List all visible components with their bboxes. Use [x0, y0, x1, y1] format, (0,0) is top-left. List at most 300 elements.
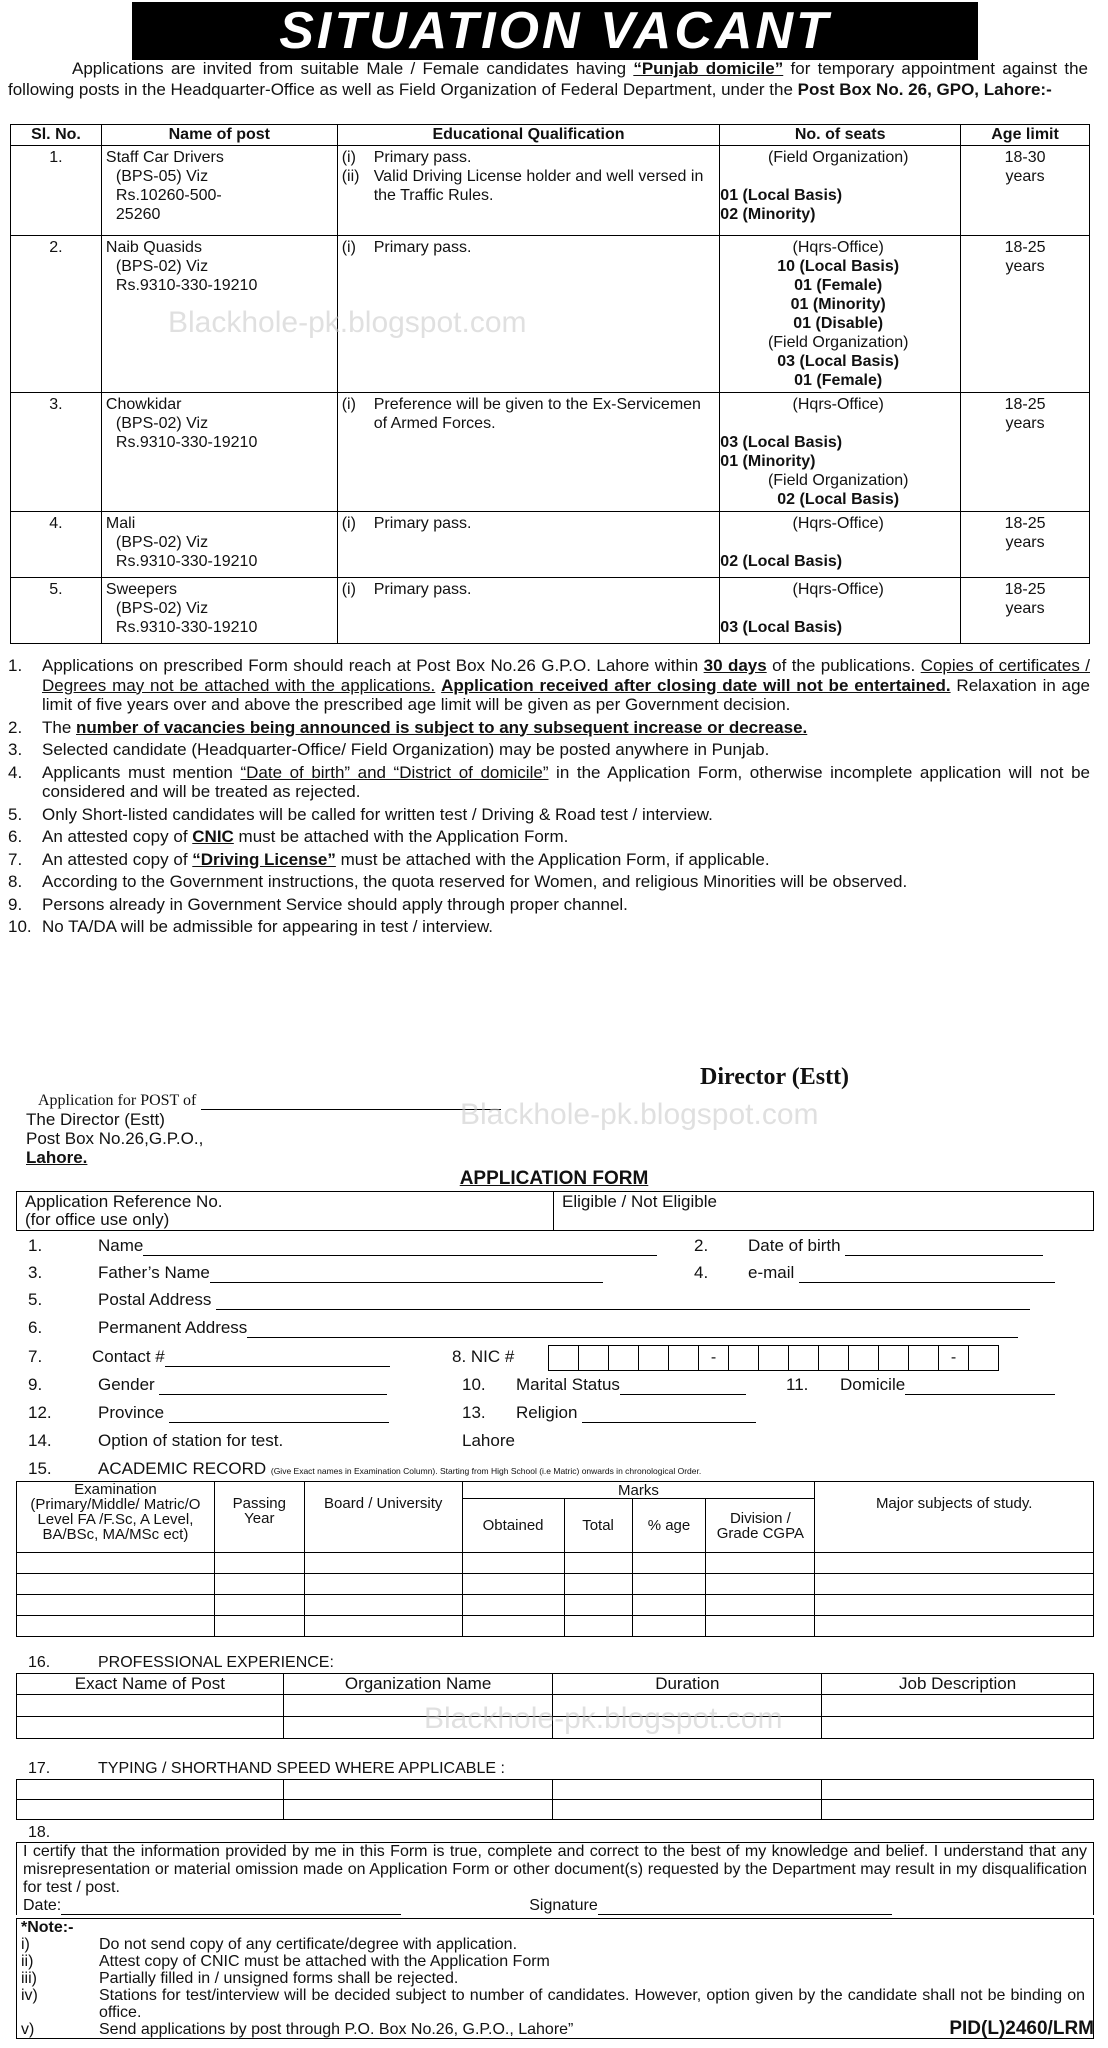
field-province-label: [98, 1403, 389, 1423]
experience-cell[interactable]: [553, 1695, 822, 1717]
domicile-label: Domicile: [840, 1375, 906, 1394]
field-permanent-label: [98, 1318, 1018, 1338]
age-line: 18-25: [1004, 581, 1046, 598]
seat-line: (Field Organization): [767, 472, 909, 489]
permanent-address-label: Permanent Address: [98, 1318, 248, 1337]
dob-label: Date of birth: [748, 1236, 841, 1255]
field-number: 3.: [28, 1263, 43, 1282]
footnote-item: [17, 1953, 1093, 1970]
qualification-number: (i): [341, 396, 356, 413]
note-text-part: Relaxation in age limit of five years over and above the prescribed age limit will be given as per Government decision.: [42, 675, 1090, 714]
postal-address-input[interactable]: [216, 1295, 1030, 1310]
post-name-line: Mali: [105, 515, 136, 532]
reference-sublabel: (for office use only): [25, 1210, 170, 1229]
field-contact: [28, 1347, 42, 1367]
field-academic: [28, 1459, 52, 1479]
station-label: Option of station for test.: [98, 1431, 284, 1450]
seat-line: [720, 167, 956, 186]
posts-seats: [720, 393, 961, 512]
posts-seats: [720, 512, 961, 578]
reference-box: [16, 1191, 1094, 1231]
typing-cell[interactable]: [822, 1780, 1094, 1800]
note-text-part: must be attached with the Application Form, if applicable.: [335, 849, 770, 869]
posts-name: [101, 393, 337, 512]
academic-record-label: ACADEMIC RECORD: [98, 1459, 267, 1478]
note-text: [42, 917, 493, 937]
academic-cell[interactable]: [304, 1616, 462, 1637]
typing-table: [16, 1779, 1094, 1820]
academic-cell[interactable]: [632, 1553, 706, 1574]
province-label: Province: [98, 1403, 165, 1422]
notes-list: [8, 656, 1090, 940]
seat-line: 01 (Minority): [720, 453, 816, 470]
address-block: [26, 1090, 501, 1167]
religion-label: Religion: [516, 1403, 578, 1422]
typing-cell[interactable]: [283, 1780, 553, 1800]
field-domicile-label: [840, 1375, 1055, 1395]
academic-cell[interactable]: [462, 1574, 564, 1595]
nic-digit-box[interactable]: [669, 1346, 699, 1371]
qualification-number: (i): [341, 515, 356, 532]
field-province: [28, 1403, 52, 1423]
academic-cell[interactable]: [815, 1574, 1094, 1595]
academic-header-subjects: Major subjects of study.: [815, 1482, 1094, 1553]
academic-cell[interactable]: [815, 1595, 1094, 1616]
qualification-text: Primary pass.: [373, 581, 472, 598]
age-line: 18-25: [1004, 515, 1046, 532]
field-permanent: [28, 1318, 42, 1338]
posts-seats: [720, 146, 961, 236]
typing-cell[interactable]: [553, 1800, 822, 1820]
note-text: [42, 872, 907, 892]
seat-line: 01 (Female): [794, 277, 883, 294]
note-text-part: Applications on prescribed Form should reach at Post Box No.26 G.P.O. Lahore within: [42, 656, 704, 675]
field-academic-label: [98, 1459, 701, 1479]
posts-age: [961, 512, 1090, 578]
nic-digit-box[interactable]: [909, 1346, 939, 1371]
experience-cell[interactable]: [17, 1717, 284, 1739]
note-text: [42, 895, 628, 915]
academic-table: [16, 1481, 1094, 1637]
footnote-item: [17, 1970, 1093, 1987]
academic-cell[interactable]: [304, 1553, 462, 1574]
field-dob-label: [748, 1236, 1043, 1256]
field-number: 9.: [28, 1375, 43, 1394]
post-name-line: Rs.10260-500-: [115, 187, 222, 204]
footnote-text: Stations for test/interview will be decided subject to number of candidates. However, option given by the candidate shall not be binding on office.: [99, 1987, 1085, 2021]
academic-cell[interactable]: [564, 1553, 632, 1574]
field-number: 11.: [786, 1375, 809, 1394]
academic-header-obtained: Obtained: [462, 1499, 564, 1553]
watermark: Blackhole-pk.blogspot.com: [424, 1702, 783, 1735]
seat-line: [720, 414, 956, 433]
post-name-line: Naib Quasids: [105, 239, 202, 256]
note-item: [8, 718, 1090, 738]
posts-name: [101, 512, 337, 578]
footnote-item: [17, 1936, 1093, 1953]
marital-status-label: Marital Status: [516, 1375, 620, 1394]
post-name-line: Sweepers: [105, 581, 178, 598]
note-text-part: An attested copy of: [42, 849, 193, 869]
posts-row: [11, 393, 1090, 512]
academic-cell[interactable]: [304, 1574, 462, 1595]
footnote-text: Do not send copy of any certificate/degree with application.: [99, 1936, 518, 1953]
experience-cell[interactable]: [822, 1695, 1094, 1717]
note-number: 5.: [8, 804, 23, 824]
posts-age: [961, 393, 1090, 512]
address-line: Lahore.: [26, 1148, 88, 1167]
academic-cell[interactable]: [214, 1595, 304, 1616]
footnote-text: Partially filled in / unsigned forms shall be rejected.: [99, 1970, 459, 1987]
academic-cell[interactable]: [815, 1553, 1094, 1574]
field-name-label: [98, 1236, 657, 1256]
nic-digit-box[interactable]: [759, 1346, 789, 1371]
qualification-number: (i): [341, 581, 356, 598]
field-experience: [28, 1654, 50, 1672]
note-text: [42, 805, 713, 825]
experience-header-post: Exact Name of Post: [17, 1674, 284, 1695]
note-text-part: Only Short-listed candidates will be called for written test / Driving & Road test / interview.: [42, 804, 713, 824]
qualification-item: [342, 580, 716, 599]
intro-text: Applications are invited from suitable Male / Female candidates having: [72, 59, 634, 78]
academic-cell[interactable]: [214, 1574, 304, 1595]
seat-line: 10 (Local Basis): [777, 258, 900, 275]
nic-digit-box[interactable]: -: [699, 1346, 729, 1371]
permanent-address-input[interactable]: [247, 1323, 1018, 1338]
publication-id: PID(L)2460/LRM: [949, 2018, 1094, 2039]
qualification-text: Primary pass.: [373, 149, 472, 166]
posts-serial: 4.: [11, 512, 102, 578]
note-number: 3.: [8, 740, 23, 759]
field-gender-label: [98, 1375, 387, 1395]
footnotes-list: [17, 1936, 1093, 2038]
qualification-number: (i): [341, 239, 356, 256]
signature-label: Signature: [529, 1897, 598, 1914]
posts-header-cell: Educational Qualification: [337, 125, 720, 146]
academic-cell[interactable]: [564, 1574, 632, 1595]
post-name-line: (BPS-02) Viz: [115, 534, 209, 551]
field-marital: [462, 1375, 486, 1395]
academic-cell[interactable]: [17, 1553, 215, 1574]
note-item: [8, 805, 1090, 825]
marital-status-input[interactable]: [620, 1380, 746, 1395]
field-postal: [28, 1290, 42, 1310]
seat-line: 02 (Local Basis): [777, 491, 900, 508]
note-number: 6.: [8, 827, 23, 846]
nic-digit-box[interactable]: [969, 1346, 999, 1371]
typing-speed-label: TYPING / SHORTHAND SPEED WHERE APPLICABLE :: [98, 1760, 505, 1777]
academic-cell[interactable]: [632, 1616, 706, 1637]
seat-line: 01 (Local Basis): [720, 187, 843, 204]
contact-input[interactable]: [165, 1352, 390, 1367]
seat-line: 02 (Local Basis): [720, 553, 843, 570]
academic-header-exam: Examination (Primary/Middle/ Matric/O Level FA /F.Sc, A Level, BA/BSc, MA/MSc ect): [17, 1482, 215, 1553]
experience-cell[interactable]: [283, 1695, 553, 1717]
station-value: Lahore: [462, 1431, 515, 1450]
seat-line: 03 (Local Basis): [777, 353, 900, 370]
post-name-line: Rs.9310-330-19210: [115, 277, 258, 294]
experience-cell[interactable]: [822, 1717, 1094, 1739]
typing-cell[interactable]: [822, 1800, 1094, 1820]
post-name-line: (BPS-05) Viz: [115, 168, 209, 185]
note-text-part: CNIC: [192, 827, 234, 846]
note-item: [8, 917, 1090, 937]
post-name-line: 25260: [115, 206, 161, 223]
note-title: *Note:-: [21, 1919, 74, 1936]
typing-cell[interactable]: [283, 1800, 553, 1820]
field-domicile: [786, 1375, 808, 1395]
academic-cell[interactable]: [632, 1574, 706, 1595]
note-text-part: “Driving License”: [192, 849, 336, 869]
posts-serial: 1.: [11, 146, 102, 236]
gender-input[interactable]: [159, 1380, 387, 1395]
reference-cell[interactable]: [17, 1192, 554, 1231]
seat-line: (Hqrs-Office): [792, 396, 884, 413]
eligibility-label: Eligible / Not Eligible: [562, 1192, 717, 1211]
field-dob: [694, 1236, 708, 1256]
field-nic-label: [452, 1347, 514, 1367]
posts-row: [11, 146, 1090, 236]
field-postal-label: [98, 1290, 1030, 1310]
footnote-number: iv): [21, 1987, 38, 2004]
note-box: [16, 1918, 1094, 2039]
nic-digit-box[interactable]: [579, 1346, 609, 1371]
nic-digit-box[interactable]: [609, 1346, 639, 1371]
posts-qualification: [337, 512, 720, 578]
typing-row: [17, 1780, 1094, 1800]
field-number: 2.: [694, 1236, 709, 1255]
academic-cell[interactable]: [214, 1553, 304, 1574]
post-name-line: Staff Car Drivers: [105, 149, 224, 166]
experience-cell[interactable]: [283, 1717, 553, 1739]
academic-cell[interactable]: [706, 1574, 815, 1595]
note-text-part: No TA/DA will be admissible for appearing in test / interview.: [42, 917, 494, 936]
note-item: [8, 763, 1090, 802]
age-line: 18-25: [1004, 239, 1046, 256]
qualification-item: [342, 514, 716, 533]
typing-cell[interactable]: [17, 1780, 284, 1800]
posts-header-cell: Age limit: [961, 125, 1090, 146]
footnote-number: iii): [21, 1970, 37, 1987]
seat-line: [720, 599, 956, 618]
field-number: 15.: [28, 1459, 52, 1478]
field-gender: [28, 1375, 42, 1395]
date-label: Date:: [23, 1897, 62, 1914]
father-name-input[interactable]: [210, 1268, 603, 1283]
post-name-line: (BPS-02) Viz: [115, 600, 209, 617]
nic-digit-box[interactable]: -: [939, 1346, 969, 1371]
seat-line: 03 (Local Basis): [720, 619, 843, 636]
qualification-item: [342, 167, 716, 205]
eligibility-cell[interactable]: [554, 1192, 1094, 1231]
field-marital-label: [516, 1375, 746, 1395]
religion-input[interactable]: [582, 1408, 756, 1423]
note-text: [42, 850, 770, 870]
academic-cell[interactable]: [564, 1595, 632, 1616]
qualification-item: [342, 395, 716, 433]
note-text-part: number of vacancies being announced is subject to any subsequent increase or decrease.: [76, 717, 808, 737]
field-typing-label: [98, 1760, 505, 1778]
academic-cell[interactable]: [706, 1553, 815, 1574]
posts-row: [11, 578, 1090, 644]
typing-cell[interactable]: [553, 1780, 822, 1800]
watermark: Blackhole-pk.blogspot.com: [168, 306, 527, 339]
note-text-part: must be attached with the Application Form.: [233, 827, 569, 846]
note-item: [8, 850, 1090, 870]
name-label: Name: [98, 1236, 144, 1255]
note-text-part: Application received after closing date will not be entertained.: [441, 675, 951, 695]
academic-cell[interactable]: [815, 1616, 1094, 1637]
academic-header-year: Passing Year: [214, 1482, 304, 1553]
field-number: 10.: [462, 1375, 486, 1394]
page-title: SITUATION VACANT: [132, 2, 978, 60]
posts-serial: 5.: [11, 578, 102, 644]
signature-input[interactable]: [598, 1900, 892, 1915]
academic-cell[interactable]: [214, 1616, 304, 1637]
experience-row: [17, 1717, 1094, 1739]
nic-digit-box[interactable]: [729, 1346, 759, 1371]
posts-seats: [720, 578, 961, 644]
field-number: 12.: [28, 1403, 52, 1422]
posts-name: [101, 236, 337, 393]
gender-label: Gender: [98, 1375, 155, 1394]
post-name-line: (BPS-02) Viz: [115, 258, 209, 275]
note-text-part: 30 days: [703, 656, 767, 675]
footnote-number: ii): [21, 1953, 34, 1970]
academic-cell[interactable]: [17, 1616, 215, 1637]
field-number: 16.: [28, 1654, 51, 1671]
experience-header-duration: Duration: [553, 1674, 822, 1695]
note-text-part: Copies of certificates / Degrees may not be attached with the applications.: [42, 656, 1090, 695]
academic-row: [17, 1595, 1094, 1616]
academic-header-marks: Marks: [462, 1482, 815, 1499]
nic-digit-box[interactable]: [879, 1346, 909, 1371]
domicile-input[interactable]: [905, 1380, 1055, 1395]
qualification-number: (ii): [341, 168, 360, 185]
age-line: 18-25: [1004, 396, 1046, 413]
posts-qualification: [337, 236, 720, 393]
qualification-item: [342, 238, 716, 257]
note-number: 10.: [8, 917, 32, 936]
note-text: [42, 718, 807, 738]
academic-cell[interactable]: [17, 1595, 215, 1616]
academic-cell[interactable]: [706, 1595, 815, 1616]
experience-table: [16, 1673, 1094, 1739]
academic-cell[interactable]: [462, 1616, 564, 1637]
note-number: 9.: [8, 894, 23, 914]
post-name-line: Rs.9310-330-19210: [115, 553, 258, 570]
nic-digit-box[interactable]: [849, 1346, 879, 1371]
academic-cell[interactable]: [304, 1595, 462, 1616]
academic-header-board: Board / University: [304, 1482, 462, 1553]
field-number: 18.: [28, 1824, 51, 1841]
academic-cell[interactable]: [462, 1595, 564, 1616]
nic-digit-box[interactable]: [789, 1346, 819, 1371]
age-line: 18-30: [1004, 149, 1046, 166]
nic-digit-box[interactable]: [639, 1346, 669, 1371]
field-number: 5.: [28, 1290, 43, 1309]
note-item: [8, 827, 1090, 847]
posts-qualification: [337, 146, 720, 236]
director-signoff: Director (Estt): [700, 1064, 850, 1090]
note-text-part: of the publications.: [766, 656, 921, 675]
post-name-line: Rs.9310-330-19210: [115, 619, 258, 636]
note-text-part: Applicants must mention: [42, 762, 241, 782]
post-name-line: Rs.9310-330-19210: [115, 434, 258, 451]
qualification-item: [342, 148, 716, 167]
date-input[interactable]: [61, 1900, 401, 1915]
academic-header-division: Division / Grade CGPA: [706, 1499, 815, 1553]
academic-cell[interactable]: [462, 1553, 564, 1574]
age-line: years: [1005, 415, 1045, 432]
province-input[interactable]: [169, 1408, 389, 1423]
academic-cell[interactable]: [564, 1616, 632, 1637]
address-line: Post Box No.26,G.P.O.,: [26, 1129, 204, 1148]
academic-header-total: Total: [564, 1499, 632, 1553]
post-name-line: (BPS-02) Viz: [115, 415, 209, 432]
posts-name: [101, 146, 337, 236]
seat-line: (Field Organization): [767, 149, 909, 166]
watermark: Blackhole-pk.blogspot.com: [460, 1098, 819, 1131]
postal-address-label: Postal Address: [98, 1290, 212, 1309]
posts-qualification: [337, 393, 720, 512]
posts-header-cell: No. of seats: [720, 125, 961, 146]
typing-cell[interactable]: [17, 1800, 284, 1820]
posts-name: [101, 578, 337, 644]
field-number: 17.: [28, 1760, 51, 1777]
field-station-value: [462, 1431, 515, 1451]
posts-serial: 2.: [11, 236, 102, 393]
academic-row: [17, 1574, 1094, 1595]
experience-cell[interactable]: [553, 1717, 822, 1739]
dob-input[interactable]: [845, 1241, 1043, 1256]
application-for-post-label: Application for POST of: [38, 1092, 197, 1109]
email-input[interactable]: [799, 1268, 1055, 1283]
experience-header-org: Organization Name: [283, 1674, 553, 1695]
post-name-line: Chowkidar: [105, 396, 182, 413]
academic-row: [17, 1553, 1094, 1574]
address-line: The Director (Estt): [26, 1110, 165, 1129]
note-number: 2.: [8, 717, 23, 737]
father-name-label: Father’s Name: [98, 1263, 210, 1282]
name-input[interactable]: [143, 1241, 657, 1256]
field-religion-label: [516, 1403, 756, 1423]
nic-digit-box[interactable]: [549, 1346, 579, 1371]
footnote-number: i): [21, 1936, 30, 1953]
nic-digit-box[interactable]: [819, 1346, 849, 1371]
academic-cell[interactable]: [632, 1595, 706, 1616]
note-text-part: in the Application Form, otherwise incomplete application will not be considered and will be treated as rejected.: [42, 762, 1091, 801]
contact-label: Contact #: [92, 1347, 165, 1366]
academic-cell[interactable]: [706, 1616, 815, 1637]
note-item: [8, 656, 1090, 715]
seat-line: 01 (Female): [794, 372, 883, 389]
experience-cell[interactable]: [17, 1695, 284, 1717]
note-text: [42, 740, 769, 760]
note-text: [42, 763, 1090, 802]
footnote-text: Attest copy of CNIC must be attached with the Application Form: [99, 1953, 550, 1970]
field-station: [28, 1431, 52, 1451]
post-blank-line[interactable]: [201, 1095, 501, 1110]
posts-serial: 3.: [11, 393, 102, 512]
field-typing: [28, 1760, 50, 1778]
certification-box: [16, 1842, 1094, 1915]
note-text-part: “Date of birth” and “District of domicile”: [240, 762, 549, 782]
field-number: 13.: [462, 1403, 486, 1422]
academic-cell[interactable]: [17, 1574, 215, 1595]
field-number: 14.: [28, 1431, 52, 1450]
seat-line: 02 (Minority): [720, 206, 816, 223]
